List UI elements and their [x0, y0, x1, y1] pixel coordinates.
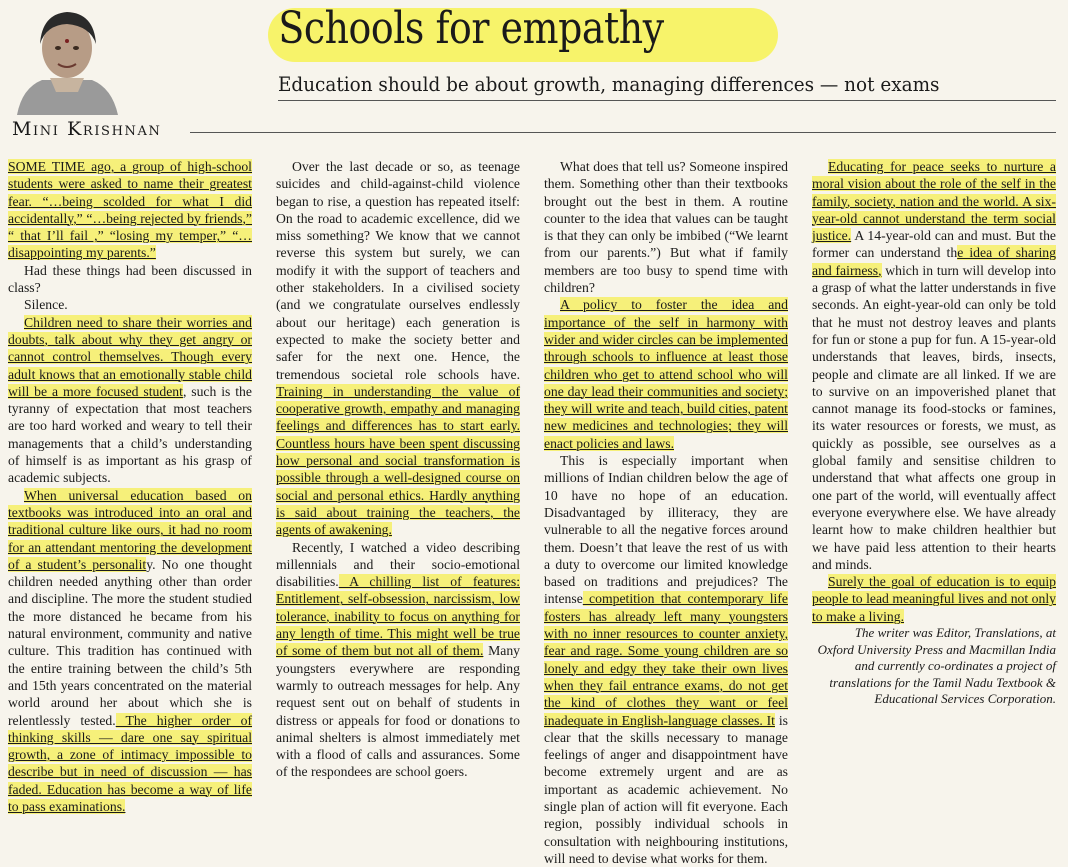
subheadline-rule: [278, 100, 1056, 101]
text: y. No one thought children needed anything other than order and discipline. The more the student studied the more distanced he became from his natural environment, community and native culture. This tradition has continued with the entire training between the child’s 5th and 15th years concentrated on the material world around her about which she is relentlessly tested.: [8, 556, 252, 728]
byline-rule: [190, 132, 1056, 133]
highlighted-text: Surely the goal of education is to equip people to lead meaningful lives and not only to make a living.: [812, 574, 1056, 624]
column-4: [812, 158, 1056, 758]
highlighted-text: SOME TIME ago, a group of high-school students were asked to name their greatest fear. “…being scolded for what I did accidentally,” “…being rejected by friends,” “ that I’ll fail ,” “losing my temper,” “…disappointing my parents.”: [8, 159, 252, 261]
highlighted-text: Training in understanding the value of cooperative growth, empathy and managing feelings and differences has to start early. Countless hours have been spent discussing how personal and social transformation is possible through a well-designed course on social and personal ethics. Hardly anything is said about training the teachers, the agents of awakening.: [276, 383, 520, 538]
article-body: [8, 158, 1058, 866]
text: , such is the tyranny of expectation that most teachers are too hard worked and weary to tell their managements that a child’s understanding of himself is as important as his grasp of academic subjects.: [8, 383, 252, 486]
highlighted-text: The higher order of thinking skills — dare one say spiritual growth, a zone of intimacy impossible to describe but in need of discussion — has faded. Education has become a way of life to pass examinations.: [8, 712, 253, 814]
text: Over the last decade or so, as teenage suicides and child-against-child violence began to rise, a question has repeated itself: On the road to academic excellence, did we miss something? We know that we cannot reverse this system but surely, we can modify it with the support of teachers and other stakeholders. In a civilised society (and we congratulate ourselves endlessly about our heritage) each generation is expected to make the society better and safer for the next one. Hence, the tremendous societal role schools have.: [276, 159, 520, 382]
paragraph: Silence.: [24, 297, 68, 313]
text: Many youngsters everywhere are responding warmly to outreach messages for help. Any request sent out on behalf of students in distress or appeals for food or donations to animal shelters is almost immediately met with a flood of calls and assurances. Some of the respondees are school goers.: [276, 643, 521, 780]
highlighted-text: e idea of sharing and fairness,: [812, 245, 1056, 278]
paragraph: [544, 296, 788, 452]
column-1: [8, 158, 253, 814]
paragraph: [8, 158, 252, 262]
author-credit: The writer was Editor, Translations, at Oxford University Press and Macmillan India and currently co-ordinates a project of translations for the Tamil Nadu Textbook & Educational Services Corporation.: [817, 625, 1056, 707]
highlighted-text: A chilling list of features: Entitlement, self-obsession, narcissism, low tolerance, inability to focus on anything for any length of time. This might well be true of some of them but not all of them.: [276, 574, 520, 659]
paragraph: [812, 158, 1056, 573]
column-2: [276, 158, 521, 780]
paragraph: [544, 452, 788, 867]
highlighted-text: Children need to share their worries and doubts, talk about why they get angry or cannot control themselves. Though every adult knows that an emotionally stable child will be a more focused student: [8, 314, 252, 399]
author-portrait: [12, 0, 122, 115]
subheadline: Education should be about growth, managing differences — not exams: [278, 72, 940, 96]
text: which in turn will develop into a grasp of what the latter understands in five seconds. An eight-year-old can only be told that he must not destroy leaves and plants for fun or stone a pup for fun. A 15-year-old understands that leaves, birds, insects, people and climate are all linked. If we are to survive on an impoverished planet that cannot manage its food-stocks or famines, its water resources or forests, we must, as quickly as possible, see ourselves as a global family and sensitise children to understand that what affects one group in one part of the world, will eventually affect everyone everywhere else. We have already learnt how to make children healthier but we have paid less attention to their hearts and minds.: [812, 262, 1056, 572]
column-3: [544, 158, 788, 866]
highlighted-text: A policy to foster the idea and importance of the self in harmony with wider and wider circles can be implemented through schools to influence at least those children who get to attend school who will one day lead their communities and society; they will write and teach, build cities, patent new medicines and technologies; they will enact policies and laws.: [544, 297, 788, 451]
text: Recently, I watched a video describing millennials and their socio-emotional disabilities.: [276, 539, 520, 590]
headline-wrap: [268, 0, 740, 62]
paragraph: Had these things had been discussed in class?: [8, 262, 252, 296]
paragraph: What does that tell us? Someone inspired them. Something other than their textbooks brought out the best in them. A routine counter to the idea that values can be taught is that they can only be imbibed (“We learnt from our parents.”) But what if family members are too busy to spend time with children?: [544, 159, 788, 296]
text: is clear that the skills necessary to manage feelings of anger and disappointment have become extremely urgent and are as important as academic achievement. No single plan of action will fit everyone. Each region, possibly individual schools in consultation with neighbouring institutions, will need to devise what works for them.: [544, 712, 788, 866]
paragraph: [812, 573, 1056, 625]
paragraph: [8, 314, 252, 487]
highlighted-text: competition that contemporary life fosters has already left many youngsters with no inner resources to counter anxiety, fear and rage. Some young children are so lonely and edgy they take their own lives when they fail entrance exams, do not get the kind of clothes they want or feel inadequate in English-language classes. It: [544, 591, 788, 728]
paragraph: [8, 487, 252, 816]
headline: Schools for empathy: [278, 3, 664, 54]
paragraph: [276, 539, 520, 781]
text: This is especially important when millions of Indian children below the age of 10 have no hope of an education. Disadvantaged by illiteracy, they are vulnerable to all the negative forces around them. Doesn’t that leave the rest of us with a duty to overcome our limited knowledge based on traditions and prejudices? The intense: [544, 453, 788, 607]
highlighted-text: When universal education based on textbooks was introduced into an oral and traditional culture like ours, it had no room for an attendant mentoring the development of a student’s personalit: [8, 487, 252, 572]
highlighted-text: Educating for peace seeks to nurture a moral vision about the role of the self in the family, society, nation and the world. A six-year-old cannot understand the term social justice.: [812, 159, 1056, 244]
author-byline: Mini Krishnan: [12, 118, 162, 140]
paragraph: [276, 158, 520, 539]
text: A 14-year-old can and must. But the former can understand th: [812, 228, 1056, 261]
